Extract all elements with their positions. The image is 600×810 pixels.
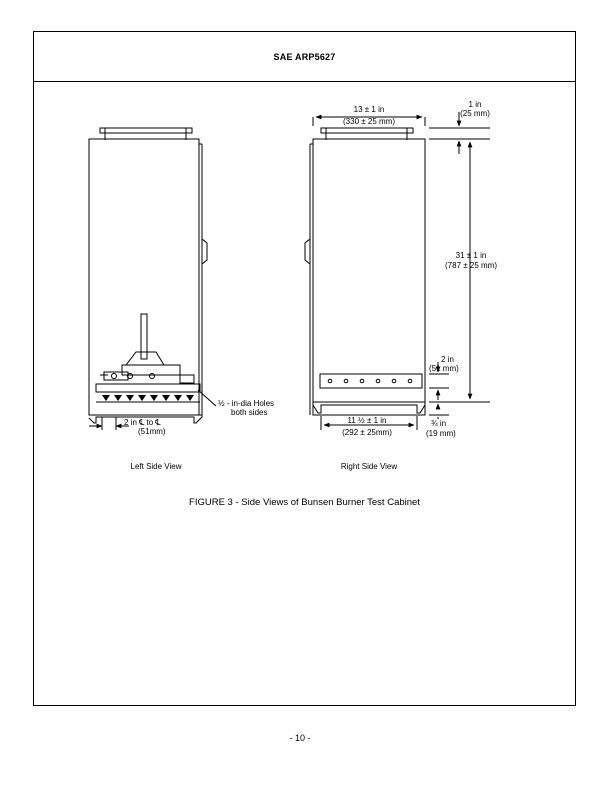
right-top-rail xyxy=(321,128,413,133)
holes-leader xyxy=(198,390,216,406)
right-rail-hole xyxy=(376,379,380,383)
right-latch xyxy=(305,239,310,264)
left-latch xyxy=(202,239,207,264)
top-gap-label-mm: (25 mm) xyxy=(460,109,490,118)
cabinet-side-views-drawing xyxy=(34,32,577,707)
left-rail-hole xyxy=(102,395,110,401)
rail-label-mm: (51 mm) xyxy=(429,364,459,373)
right-base xyxy=(313,402,425,413)
right-bottom-rail xyxy=(320,374,422,388)
holes-label-2: both sides xyxy=(231,408,268,417)
left-rail-hole xyxy=(138,395,146,401)
left-bolt xyxy=(112,374,117,379)
left-top-rail xyxy=(100,128,192,133)
page-number: - 10 - xyxy=(289,733,311,743)
spacing-label: 2 in ℄ to ℄ xyxy=(124,418,161,427)
document-title: SAE ARP5627 xyxy=(273,51,336,62)
right-view-label: Right Side View xyxy=(340,462,398,471)
burner-clamp xyxy=(180,375,194,383)
left-rail-hole xyxy=(114,395,122,401)
page-frame xyxy=(33,31,576,706)
right-rail-hole xyxy=(392,379,396,383)
right-rail-hole xyxy=(360,379,364,383)
left-view-label: Left Side View xyxy=(130,462,182,471)
left-rail-hole xyxy=(174,395,182,401)
right-rail-hole xyxy=(328,379,332,383)
base-gap-label-in: ¾ in xyxy=(431,419,447,428)
left-bolt xyxy=(150,374,155,379)
width-label-mm: (330 ± 25 mm) xyxy=(343,117,395,126)
left-bottom-rail xyxy=(96,384,200,392)
right-side-view xyxy=(305,112,490,430)
left-rail-hole xyxy=(126,395,134,401)
left-side-view xyxy=(89,128,216,430)
figure-caption: FIGURE 3 - Side Views of Bunsen Burner Test Cabinet xyxy=(189,497,420,508)
holes-label: ½ - in-dia Holes xyxy=(218,399,275,408)
right-rail-hole xyxy=(408,379,412,383)
base-gap-label-mm: (19 mm) xyxy=(426,429,456,438)
base-width-label-mm: (292 ± 25mm) xyxy=(342,428,392,437)
right-rail-hole xyxy=(344,379,348,383)
left-rail-hole xyxy=(186,395,194,401)
left-rail-hole xyxy=(150,395,158,401)
rail-label-in: 2 in xyxy=(441,355,454,364)
base-width-label-in: 11 ½ ± 1 in xyxy=(347,416,387,425)
top-gap-label-in: 1 in xyxy=(468,100,482,109)
spacing-label-mm: (51mm) xyxy=(138,427,166,436)
height-label-in: 31 ± 1 in xyxy=(455,251,487,260)
left-rail-hole xyxy=(162,395,170,401)
height-label-mm: (787 ± 25 mm) xyxy=(445,261,497,270)
width-label-in: 13 ± 1 in xyxy=(353,105,385,114)
left-cabinet-body xyxy=(89,139,199,415)
